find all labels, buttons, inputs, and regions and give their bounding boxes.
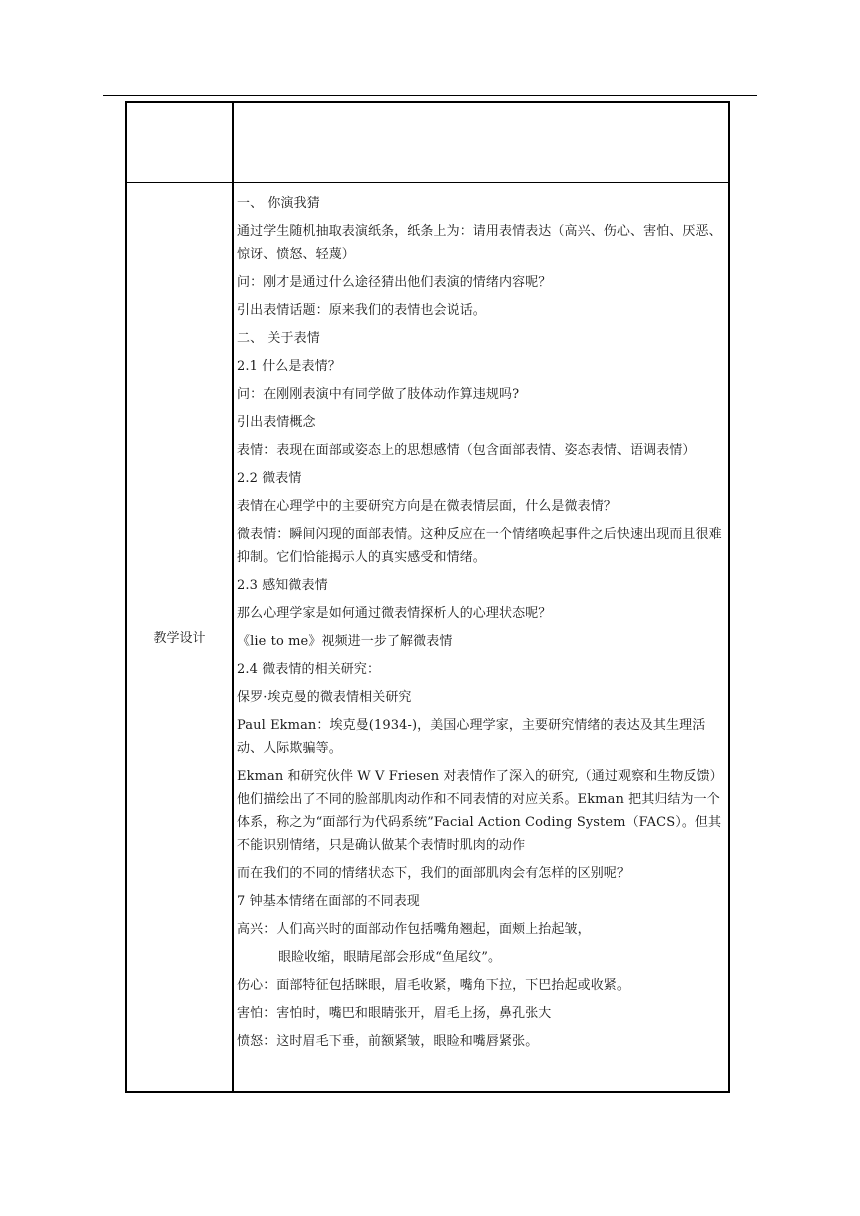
row-label-teaching-design: 教学设计 [153,631,206,646]
paragraph: 表情：表现在面部或姿态上的思想感情（包含面部表情、姿态表情、语调表情） [237,443,696,458]
paragraph: 通过学生随机抽取表演纸条，纸条上为：请用表情表达（高兴、伤心、害怕、厌恶、惊讶、愤怒、轻蔑） [237,224,722,262]
paragraph: 微表情：瞬间闪现的面部表情。这种反应在一个情绪唤起事件之后快速出现而且很难抑制。它们恰能揭示人的真实感受和情绪。 [237,527,722,565]
subheading: 2.2 微表情 [237,471,302,486]
paragraph: 表情在心理学中的主要研究方向是在微表情层面，什么是微表情？ [237,499,617,514]
column-divider [232,103,234,1091]
teaching-design-content [237,190,727,1056]
paragraph-indented: 眼睑收缩，眼睛尾部会形成“鱼尾纹”。 [278,950,502,965]
paragraph: 高兴：人们高兴时的面部动作包括嘴角翘起，面颊上抬起皱， [237,922,591,937]
subheading: 2.4 微表情的相关研究： [237,662,381,677]
paragraph: 愤怒：这时眉毛下垂，前额紧皱，眼睑和嘴唇紧张。 [237,1034,539,1049]
paragraph: 7 钟基本情绪在面部的不同表现 [237,894,420,909]
paragraph: 问：在刚刚表演中有同学做了肢体动作算违规吗? [237,387,520,402]
section-heading-2: 二、 关于表情 [237,331,320,346]
paragraph: 引出表情概念 [237,415,316,430]
paragraph: Paul Ekman：埃克曼(1934-)，美国心理学家，主要研究情绪的表达及其生理活动、人际欺骗等。 [237,718,706,756]
paragraph: 伤心：面部特征包括眯眼，眉毛收紧，嘴角下拉，下巴抬起或收紧。 [237,978,631,993]
paragraph: 那么心理学家是如何通过微表情探析人的心理状态呢？ [237,606,552,621]
paragraph: 问：刚才是通过什么途径猜出他们表演的情绪内容呢？ [237,275,552,290]
paragraph: Ekman 和研究伙伴 W V Friesen 对表情作了深入的研究,（通过观察和生物反馈）他们描绘出了不同的脸部肌肉动作和不同表情的对应关系。Ekman 把其归结为一个体系，称之为“面部行为代码系统”Facial Action Coding System（FACS）。但其不能识别情绪，只是确认做某个表情时肌肉的动作 [237,769,723,853]
table-top-row [127,103,728,183]
paragraph: 保罗·埃克曼的微表情相关研究 [237,690,412,705]
paragraph: 《lie to me》视频进一步了解微表情 [237,634,453,649]
subheading: 2.3 感知微表情 [237,578,328,593]
paragraph: 而在我们的不同的情绪状态下，我们的面部肌肉会有怎样的区别呢？ [237,866,631,881]
paragraph: 害怕：害怕时，嘴巴和眼睛张开，眉毛上扬，鼻孔张大 [237,1006,552,1021]
subheading: 2.1 什么是表情？ [237,359,341,374]
paragraph: 引出表情话题：原来我们的表情也会说话。 [237,303,486,318]
section-heading-1: 一、 你演我猜 [237,196,320,211]
header-rule [103,95,757,96]
